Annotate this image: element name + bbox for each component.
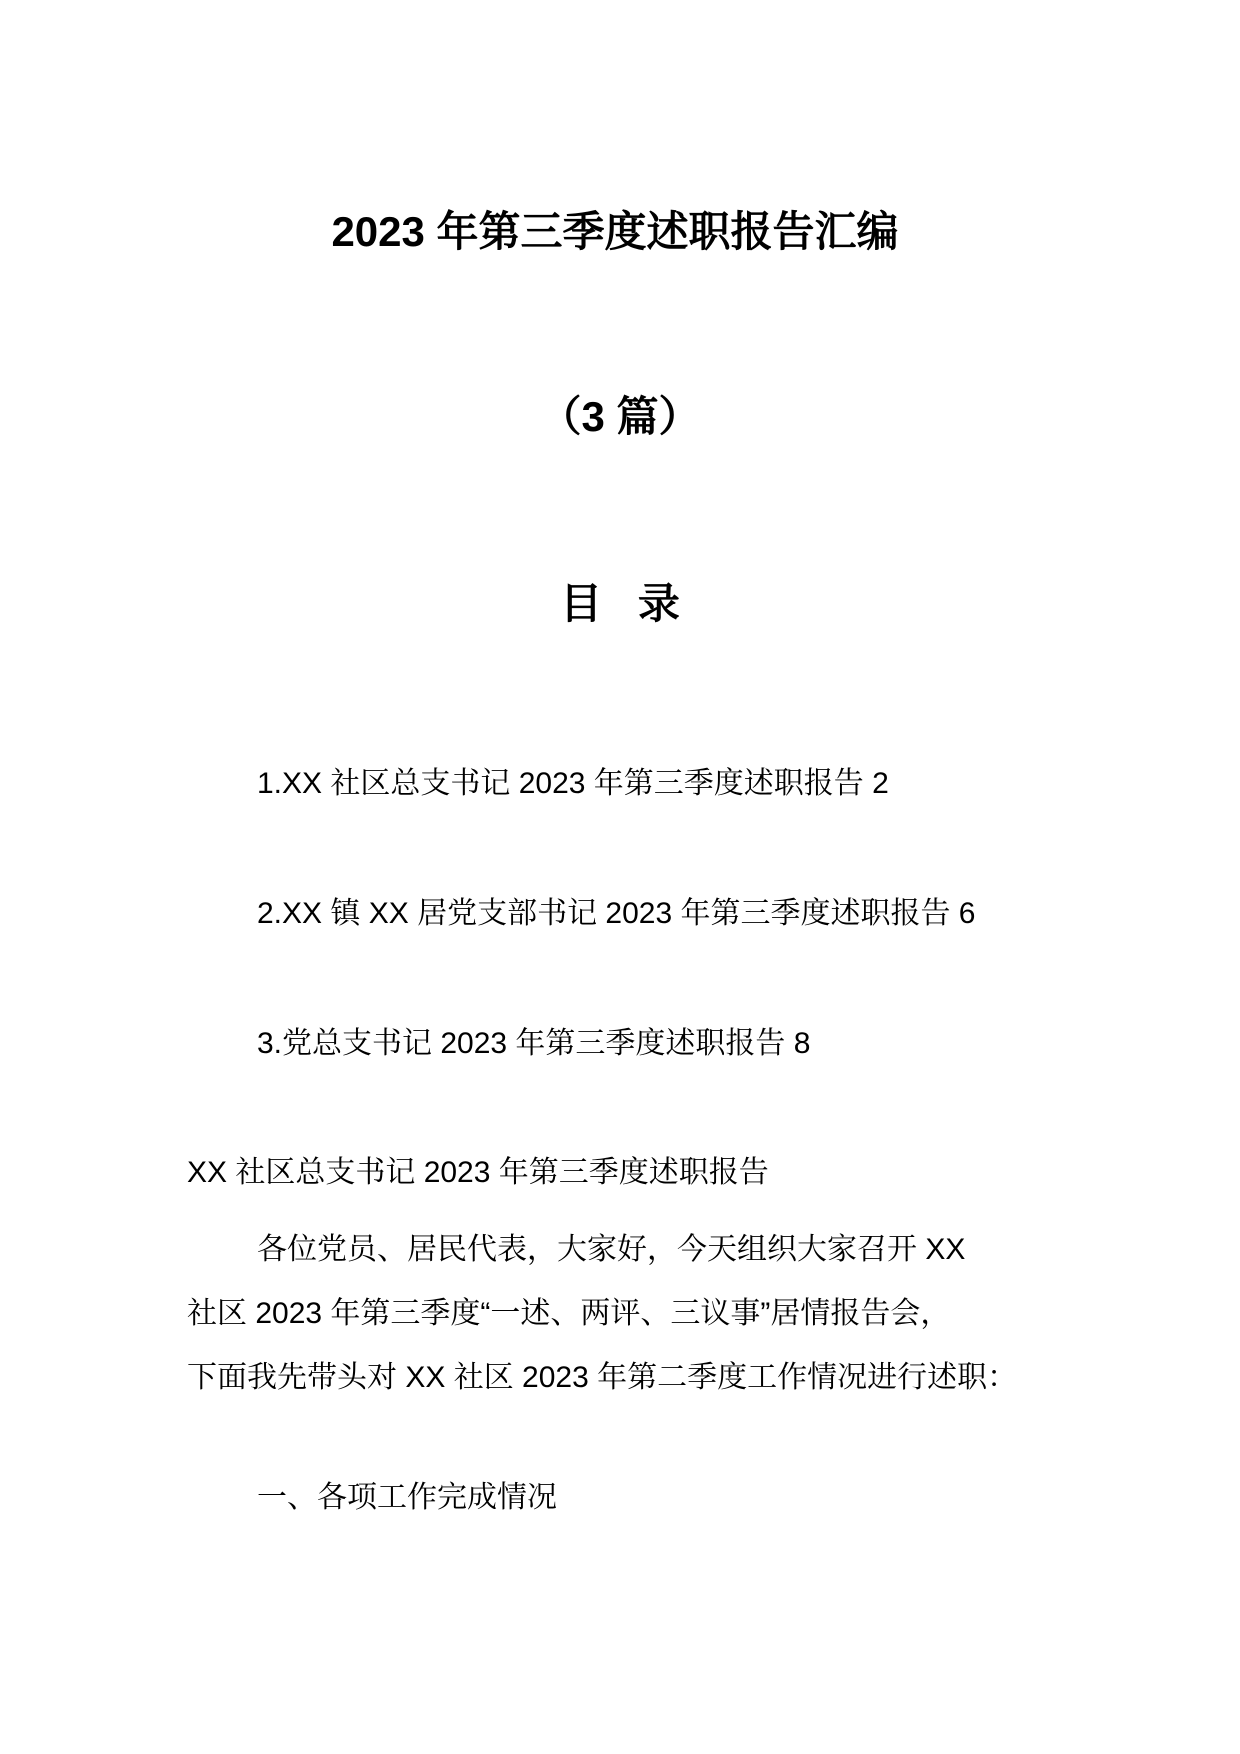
section-heading: XX 社区总支书记 2023 年第三季度述职报告: [187, 1156, 769, 1189]
document-title: 2023 年第三季度述职报告汇编: [331, 208, 899, 255]
subheading: 一、各项工作完成情况: [257, 1481, 557, 1514]
toc-item[interactable]: 3.党总支书记 2023 年第三季度述职报告 8: [257, 1027, 811, 1060]
body-paragraph: [187, 1218, 1087, 1410]
body-line: 下面我先带头对 XX 社区 2023 年第二季度工作情况进行述职：: [187, 1361, 1018, 1394]
document-count-label: （3 篇）: [539, 393, 701, 440]
toc-heading: 目 录: [560, 580, 692, 627]
body-line: 社区 2023 年第三季度“一述、两评、三议事”居情报告会，: [187, 1297, 951, 1330]
body-line: 各位党员、居民代表，大家好，今天组织大家召开 XX: [257, 1233, 966, 1266]
toc-item[interactable]: 2.XX 镇 XX 居党支部书记 2023 年第三季度述职报告 6: [257, 897, 976, 930]
toc-item[interactable]: 1.XX 社区总支书记 2023 年第三季度述职报告 2: [257, 767, 889, 800]
